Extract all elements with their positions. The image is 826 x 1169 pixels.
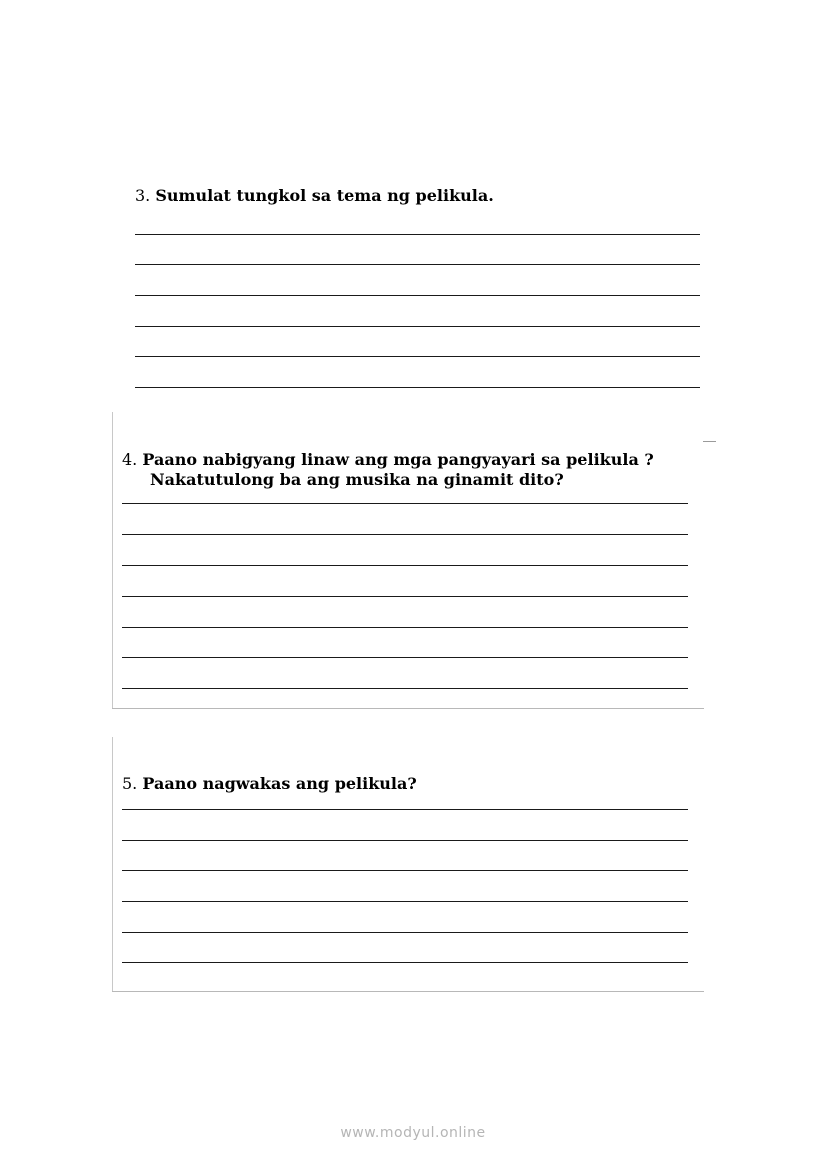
answer-line[interactable] <box>122 901 688 902</box>
answer-line[interactable] <box>122 840 688 841</box>
answer-line[interactable] <box>135 264 700 265</box>
answer-line[interactable] <box>122 809 688 810</box>
question-4-text-line2: Nakatutulong ba ang musika na ginamit dito? <box>150 470 564 489</box>
answer-line[interactable] <box>135 387 700 388</box>
answer-line[interactable] <box>122 932 688 933</box>
question-5-box-left-border <box>112 737 113 991</box>
question-4-text-line1: Paano nabigyang linaw ang mga pangyayari sa pelikula ? <box>142 450 654 469</box>
answer-line[interactable] <box>122 565 688 566</box>
question-3-text: Sumulat tungkol sa tema ng pelikula. <box>155 186 494 205</box>
answer-line[interactable] <box>135 356 700 357</box>
answer-line[interactable] <box>135 326 700 327</box>
answer-line[interactable] <box>122 870 688 871</box>
answer-line[interactable] <box>122 503 688 504</box>
question-4-box-left-border <box>112 412 113 708</box>
answer-line[interactable] <box>122 627 688 628</box>
answer-line[interactable] <box>122 962 688 963</box>
question-4 <box>122 450 654 490</box>
question-3-number: 3. <box>135 186 151 205</box>
question-4-box-bottom-border <box>112 708 704 709</box>
question-5-box-bottom-border <box>112 991 704 992</box>
question-3 <box>135 186 494 206</box>
question-5 <box>122 774 417 794</box>
answer-line[interactable] <box>135 295 700 296</box>
answer-line[interactable] <box>135 234 700 235</box>
answer-line[interactable] <box>122 688 688 689</box>
footer-website: www.modyul.online <box>340 1125 486 1141</box>
answer-line[interactable] <box>122 534 688 535</box>
margin-tick <box>703 441 716 442</box>
answer-line[interactable] <box>122 657 688 658</box>
question-4-number: 4. <box>122 450 138 469</box>
answer-line[interactable] <box>122 596 688 597</box>
question-5-number: 5. <box>122 774 138 793</box>
question-5-text: Paano nagwakas ang pelikula? <box>142 774 417 793</box>
